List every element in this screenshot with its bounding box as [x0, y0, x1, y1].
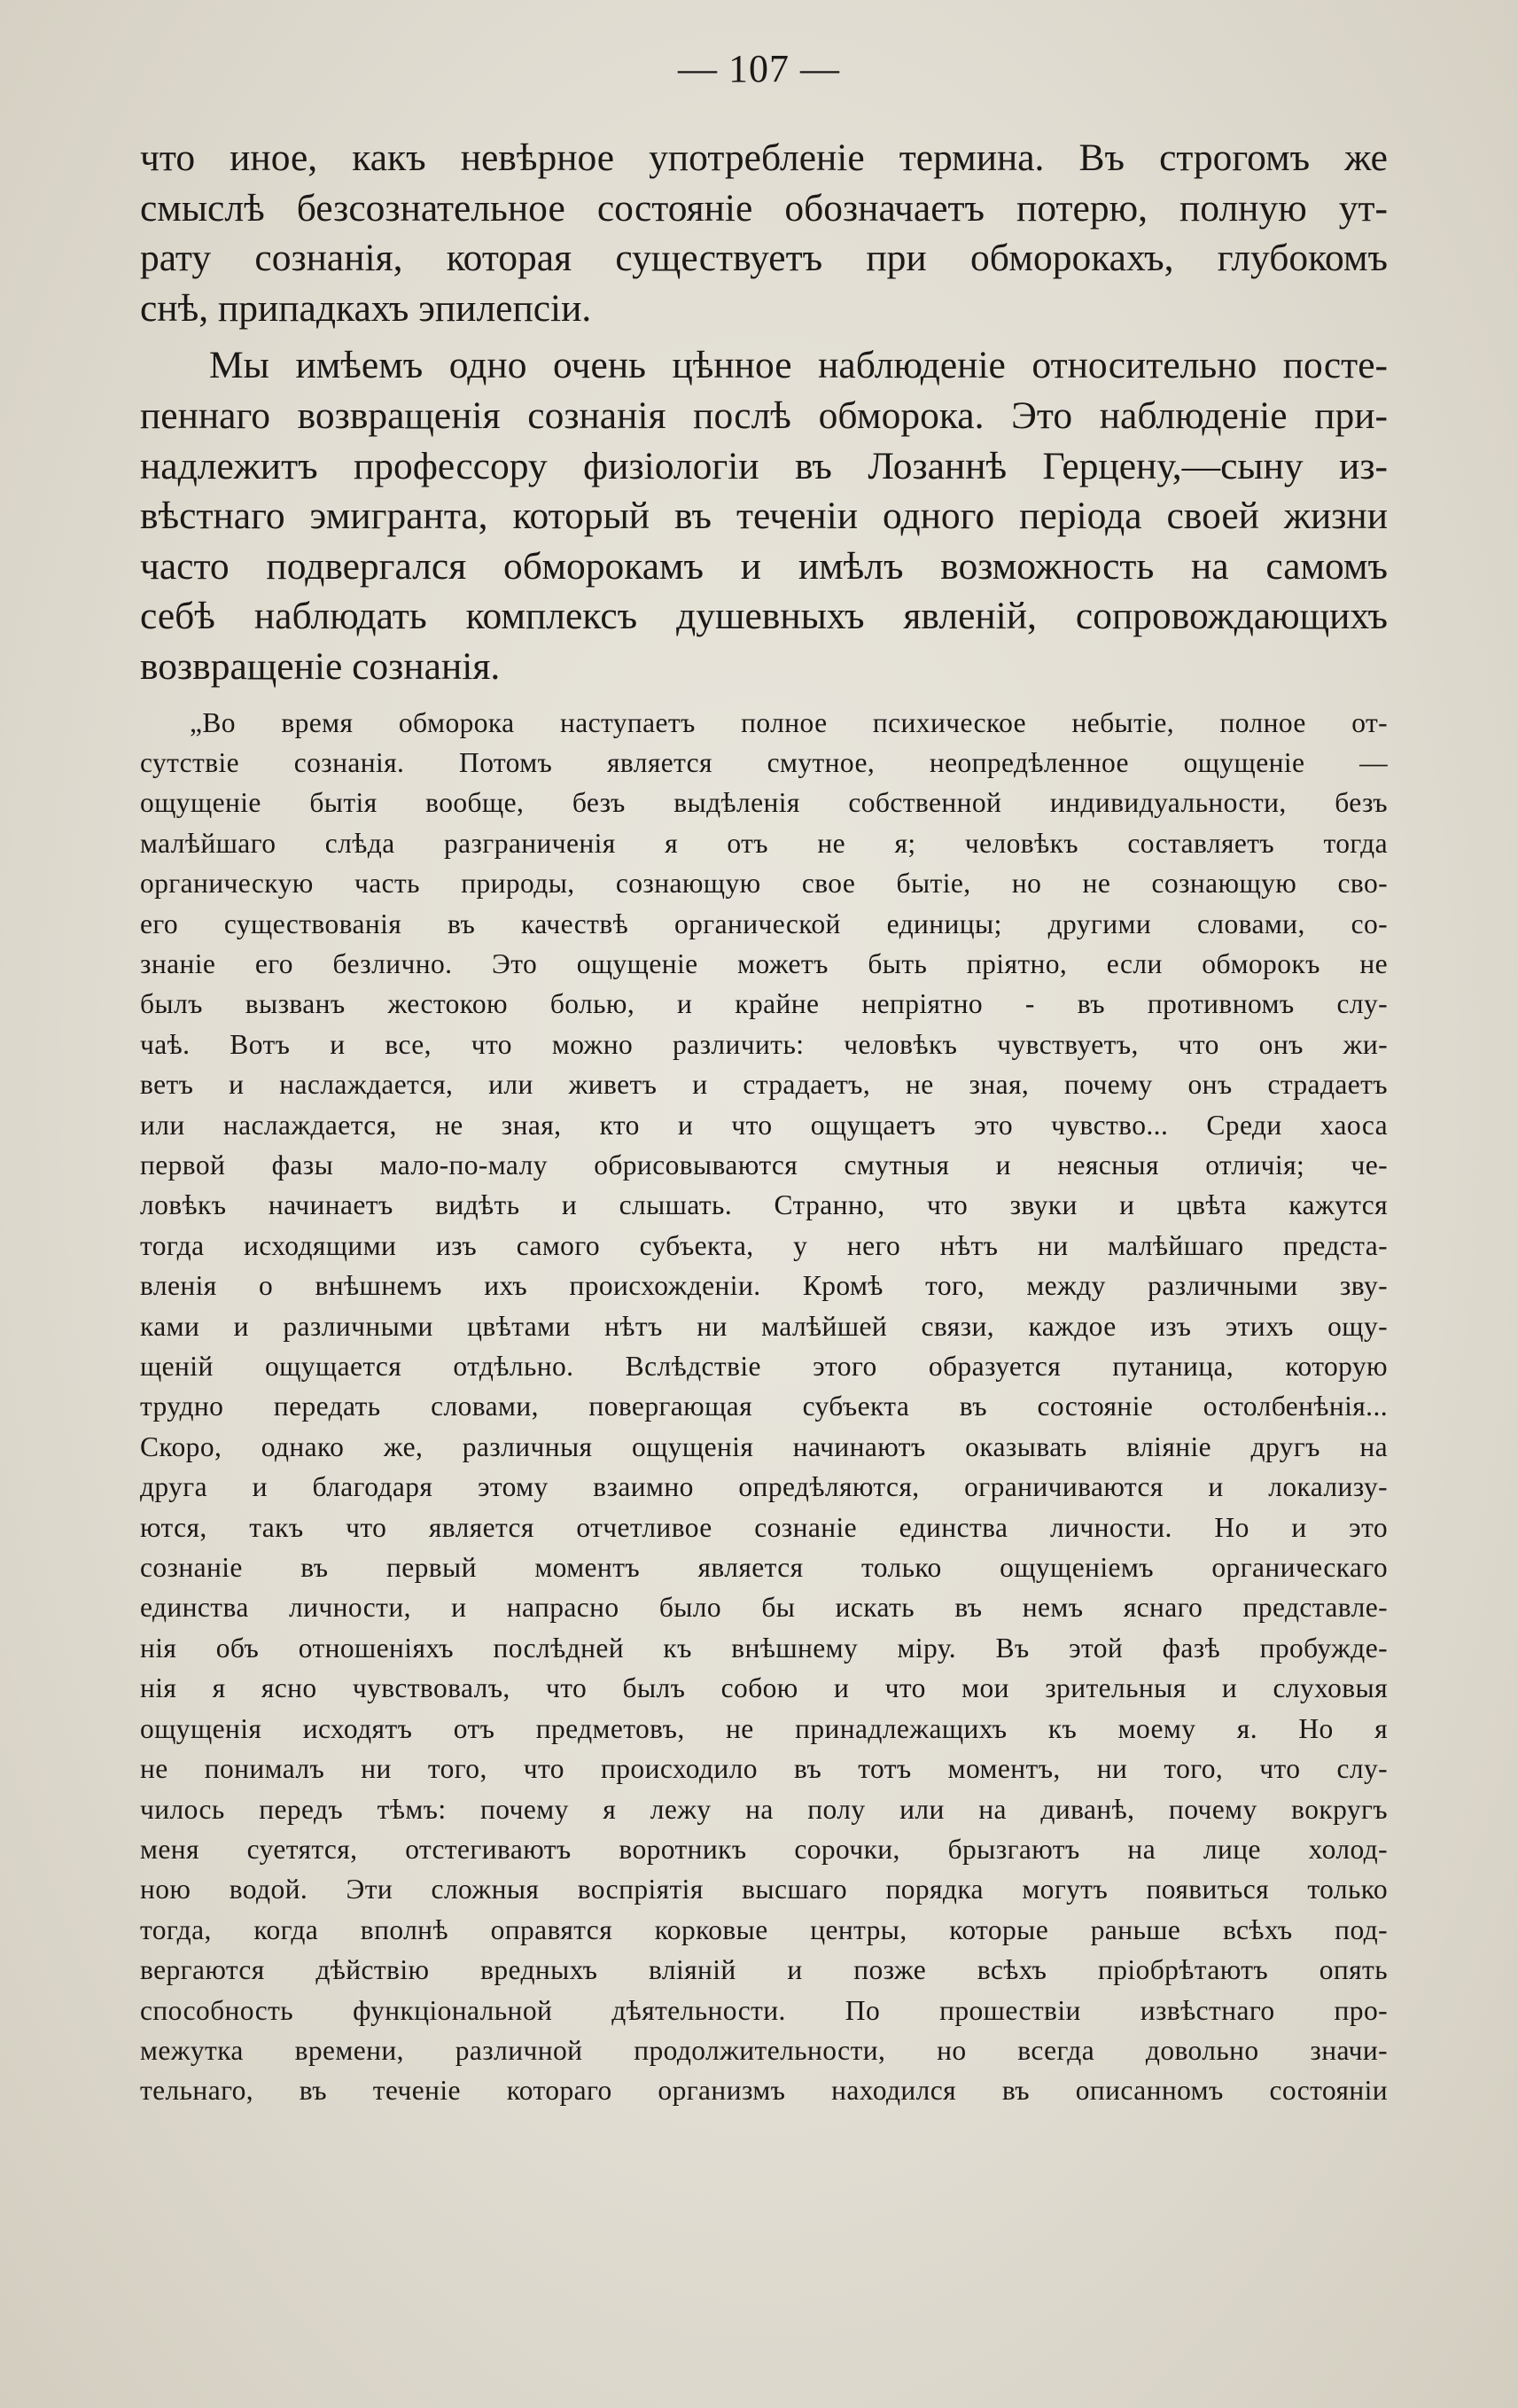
quote-line: малѣйшаго слѣда разграниченія я отъ не я; человѣкъ составляетъ тогда — [140, 827, 1388, 859]
quote-line: единства личности, и напрасно было бы искать въ немъ яснаго представле- — [140, 1592, 1388, 1624]
text-line: надлежитъ профессору физіологіи въ Лозаннѣ Герцену,—сыну из- — [140, 444, 1388, 487]
quote-line: былъ вызванъ жестокою болью, и крайне непріятно - въ противномъ слу- — [140, 988, 1388, 1020]
quote-line: ются, такъ что является отчетливое сознаніе единства личности. Но и это — [140, 1511, 1388, 1543]
text-line: снѣ, припадкахъ эпилепсіи. — [140, 286, 592, 330]
quote-line: Скоро, однако же, различныя ощущенія начинаютъ оказывать вліяніе другъ на — [140, 1430, 1388, 1462]
quote-line: ощущенія исходятъ отъ предметовъ, не принадлежащихъ къ моему я. Но я — [140, 1712, 1388, 1744]
quote-line: способность функціональной дѣятельности. По прошествіи извѣстнаго про- — [140, 1994, 1388, 2026]
quote-line: сознаніе въ первый моментъ является только ощущеніемъ органическаго — [140, 1552, 1388, 1584]
text-line: пеннаго возвращенія сознанія послѣ обморока. Это наблюденіе при- — [140, 394, 1388, 437]
quote-line: его существованія въ качествѣ органической единицы; другими словами, со- — [140, 908, 1388, 939]
quote-line: тогда, когда вполнѣ оправятся корковые центры, которые раньше всѣхъ под- — [140, 1913, 1388, 1945]
text-line: часто подвергался обморокамъ и имѣлъ возможность на самомъ — [140, 544, 1388, 588]
quote-line: вергаются дѣйствію вредныхъ вліяній и позже всѣхъ пріобрѣтаютъ опять — [140, 1954, 1388, 1986]
quote-line: чаѣ. Вотъ и все, что можно различить: человѣкъ чувствуетъ, что онъ жи- — [140, 1028, 1388, 1060]
text-line: Мы имѣемъ одно очень цѣнное наблюденіе относительно посте- — [209, 344, 1388, 387]
quote-line: знаніе его безлично. Это ощущеніе можетъ быть пріятно, если обморокъ не — [140, 947, 1388, 979]
paragraph-spacer — [140, 692, 1388, 703]
quote-line: или наслаждается, не зная, кто и что ощущаетъ это чувство... Среди хаоса — [140, 1109, 1388, 1141]
text-line: смыслѣ безсознательное состояніе обозначаетъ потерю, полную ут- — [140, 186, 1388, 230]
paragraph-2 — [140, 340, 1388, 691]
quote-line: первой фазы мало-по-малу обрисовываются смутныя и неясныя отличія; че- — [140, 1149, 1388, 1181]
text-line: вѣстнаго эмигранта, который въ теченіи одного періода своей жизни — [140, 495, 1388, 538]
quote-line: тельнаго, въ теченіе котораго организмъ находился въ описанномъ состояніи — [140, 2075, 1388, 2107]
quote-line: ною водой. Эти сложныя воспріятія высшаго порядка могутъ появиться только — [140, 1874, 1388, 1905]
paragraph-1 — [140, 133, 1388, 333]
quote-line: не понималъ ни того, что происходило въ тотъ моментъ, ни того, что слу- — [140, 1753, 1388, 1785]
body-text — [140, 133, 1388, 2111]
quote-line: межутка времени, различной продолжительности, но всегда довольно значи- — [140, 2034, 1388, 2066]
quote-line: меня суетятся, отстегиваютъ воротникъ сорочки, брызгаютъ на лице холод- — [140, 1833, 1388, 1865]
quote-line: друга и благодаря этому взаимно опредѣляются, ограничиваются и локализу- — [140, 1471, 1388, 1503]
quote-line: сутствіе сознанія. Потомъ является смутное, неопредѣленное ощущеніе — — [140, 746, 1388, 778]
text-line: себѣ наблюдать комплексъ душевныхъ явленій, сопровождающихъ — [140, 595, 1388, 638]
quote-line: трудно передать словами, повергающая субъекта въ состояніе остолбенѣнія... — [140, 1391, 1388, 1422]
quote-line: ловѣкъ начинаетъ видѣть и слышать. Странно, что звуки и цвѣта кажутся — [140, 1189, 1388, 1221]
paragraph-spacer — [140, 333, 1388, 340]
quote-line: чилось передъ тѣмъ: почему я лежу на полу или на диванѣ, почему вокругъ — [140, 1793, 1388, 1825]
text-line: что иное, какъ невѣрное употребленіе термина. Въ строгомъ же — [140, 136, 1388, 179]
quote-line: „Во время обморока наступаетъ полное психическое небытіе, полное от- — [190, 706, 1388, 738]
quote-line: нія объ отношеніяхъ послѣдней къ внѣшнему міру. Въ этой фазѣ пробужде- — [140, 1632, 1388, 1664]
quote-line: органическую часть природы, сознающую свое бытіе, но не сознающую сво- — [140, 868, 1388, 900]
quote-line: нія я ясно чувствовалъ, что былъ собою и что мои зрительныя и слуховыя — [140, 1672, 1388, 1704]
page-number: — 107 — — [678, 47, 840, 90]
quote-line: тогда исходящими изъ самого субъекта, у него нѣтъ ни малѣйшаго предста- — [140, 1229, 1388, 1261]
quote-line: щеній ощущается отдѣльно. Вслѣдствіе этого образуется путаница, которую — [140, 1351, 1388, 1383]
quote-line: вленія о внѣшнемъ ихъ происхожденіи. Кромѣ того, между различными зву- — [140, 1270, 1388, 1302]
quote-line: ками и различными цвѣтами нѣтъ ни малѣйшей связи, каждое изъ этихъ ощу- — [140, 1310, 1388, 1342]
quote-line: ветъ и наслаждается, или живетъ и страдаетъ, не зная, почему онъ страдаетъ — [140, 1069, 1388, 1101]
text-line: рату сознанія, которая существуетъ при обморокахъ, глубокомъ — [140, 237, 1388, 280]
quote-line: ощущеніе бытія вообще, безъ выдѣленія собственной индивидуальности, безъ — [140, 787, 1388, 819]
quotation-block — [140, 703, 1388, 2111]
text-line: возвращеніе сознанія. — [140, 644, 501, 688]
